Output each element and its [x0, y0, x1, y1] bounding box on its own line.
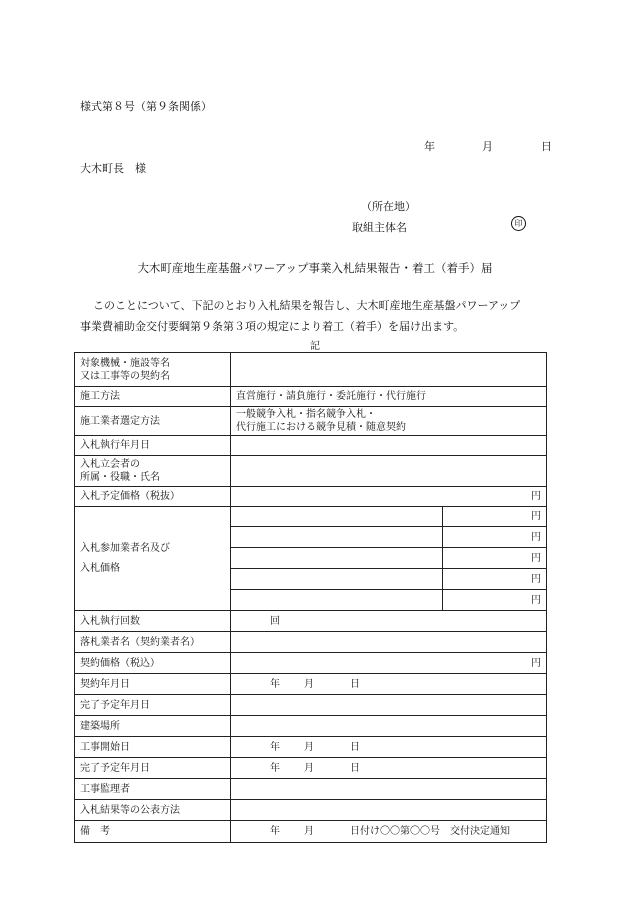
completion-plan-field[interactable]	[231, 695, 547, 716]
table-row	[75, 779, 547, 800]
table-row	[75, 436, 547, 456]
bidder-price-field[interactable]: 円	[443, 569, 547, 590]
table-row	[75, 507, 547, 527]
bidder-name-field[interactable]	[231, 527, 443, 548]
table-row	[75, 353, 547, 387]
date-day-label: 日	[541, 140, 552, 153]
site-field[interactable]	[231, 716, 547, 737]
completion-date-label: 完了予定年月日	[75, 758, 231, 779]
method-label: 施工方法	[75, 387, 231, 407]
bid-count-field[interactable]: 回	[231, 611, 547, 632]
target-label: 対象機械・施設等名 又は工事等の契約名	[75, 353, 231, 387]
bidder-name-field[interactable]	[231, 507, 443, 527]
bidder-price-field[interactable]: 円	[443, 590, 547, 611]
location-label: （所在地）	[361, 200, 416, 213]
bidder-price-field[interactable]: 円	[443, 548, 547, 569]
date-year-label: 年	[424, 140, 435, 153]
table-row	[75, 632, 547, 653]
bid-count-label: 入札執行回数	[75, 611, 231, 632]
publication-label: 入札結果等の公表方法	[75, 800, 231, 821]
planned-price-label: 入札予定価格（税抜）	[75, 487, 231, 507]
remarks-field[interactable]: 年 月 日付け〇〇第〇〇号 交付決定通知	[231, 821, 547, 843]
table-row	[75, 387, 547, 407]
table-row	[75, 758, 547, 779]
contract-date-field[interactable]: 年 月 日	[231, 674, 547, 695]
table-row	[75, 487, 547, 507]
selection-options: 一般競争入札・指名競争入札・ 代行施工における競争見積・随意契約	[231, 407, 547, 436]
publication-field[interactable]	[231, 800, 547, 821]
contract-date-label: 契約年月日	[75, 674, 231, 695]
body-text-line-2: 事業費補助金交付要綱第９条第３項の規定により着工（着手）を届け出ます。	[80, 320, 465, 333]
table-row	[75, 716, 547, 737]
remarks-label: 備 考	[75, 821, 231, 843]
supervisor-label: 工事監理者	[75, 779, 231, 800]
table-row	[75, 653, 547, 674]
supervisor-field[interactable]	[231, 779, 547, 800]
completion-plan-label: 完了予定年月日	[75, 695, 231, 716]
bidder-name-field[interactable]	[231, 590, 443, 611]
bidder-name-field[interactable]	[231, 548, 443, 569]
completion-date-field[interactable]: 年 月 日	[231, 758, 547, 779]
table-row	[75, 821, 547, 843]
start-date-field[interactable]: 年 月 日	[231, 737, 547, 758]
table-row	[75, 456, 547, 487]
addressee: 大木町長 様	[80, 162, 146, 175]
form-number: 様式第８号（第９条関係）	[80, 100, 212, 113]
planned-price-field[interactable]: 円	[231, 487, 547, 507]
body-text-line-1: このことについて、下記のとおり入札結果を報告し、大木町産地生産基盤パワーアップ	[93, 299, 521, 312]
bidder-name-field[interactable]	[231, 569, 443, 590]
bid-date-label: 入札執行年月日	[75, 436, 231, 456]
document-title: 大木町産地生産基盤パワーアップ事業入札結果報告・着工（着手）届	[137, 261, 493, 275]
winner-label: 落札業者名（契約業者名）	[75, 632, 231, 653]
table-row	[75, 695, 547, 716]
table-row	[75, 800, 547, 821]
ki-heading: 記	[310, 341, 320, 352]
table-row	[75, 674, 547, 695]
method-options: 直営施行・請負施行・委託施行・代行施行	[231, 387, 547, 407]
table-row	[75, 407, 547, 436]
witness-label: 入札立会者の 所属・役職・氏名	[75, 456, 231, 487]
bidder-price-field[interactable]: 円	[443, 507, 547, 527]
winner-field[interactable]	[231, 632, 547, 653]
contract-price-label: 契約価格（税込）	[75, 653, 231, 674]
table-row	[75, 611, 547, 632]
witness-field[interactable]	[231, 456, 547, 487]
selection-label: 施工業者選定方法	[75, 407, 231, 436]
bid-date-field[interactable]	[231, 436, 547, 456]
site-label: 建築場所	[75, 716, 231, 737]
contract-price-field[interactable]: 円	[231, 653, 547, 674]
table-row	[75, 737, 547, 758]
bidder-price-field[interactable]: 円	[443, 527, 547, 548]
seal-mark: 印	[511, 216, 526, 231]
date-month-label: 月	[482, 140, 493, 153]
bidders-label: 入札参加業者名及び 入札価格	[75, 507, 231, 611]
target-field[interactable]	[231, 353, 547, 387]
start-date-label: 工事開始日	[75, 737, 231, 758]
report-table	[74, 352, 547, 843]
applicant-label: 取組主体名	[352, 221, 407, 234]
